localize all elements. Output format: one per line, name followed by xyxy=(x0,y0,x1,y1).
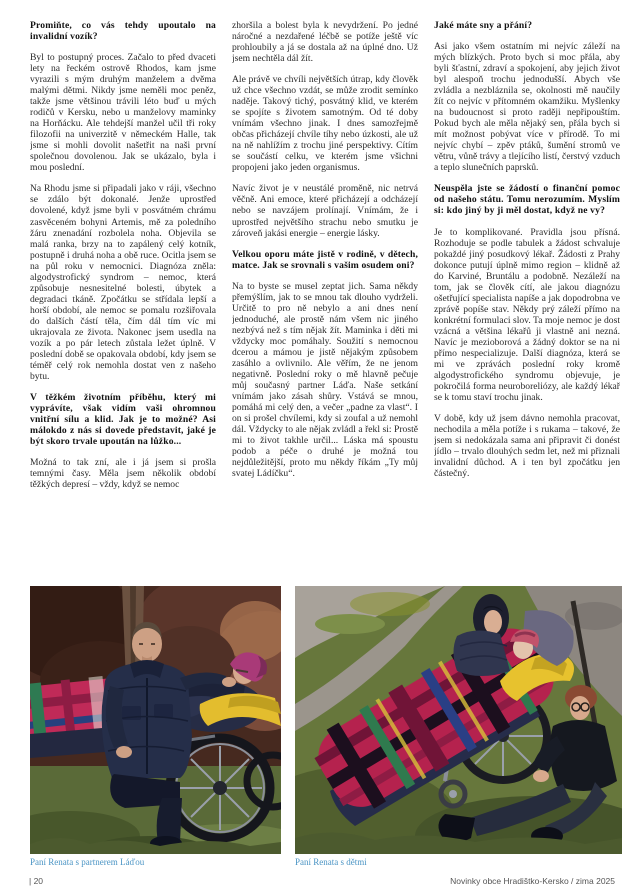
photo-caption-left: Paní Renata s partnerem Láďou xyxy=(30,857,145,867)
photo-right-illustration xyxy=(295,586,622,854)
column-3 xyxy=(434,20,620,582)
answer-paragraph: Byl to postupný proces. Začalo to před dvaceti lety na řeckém ostrově Rhodos, kam jsme vyrazili s mým druhým manželem a dvěma malými dětmi. Nikdy jsme neměli moc peněz, takže jsme většinou trávili léto buď u mých rodičů v Kersku, nebo u manželovy maminky na Horňácku. Ale tehdejší manžel učil tři roky filozofii na univerzitě v německém Halle, tak jsme si mohli dovolit našetřit na naši první společnou dovolenou. Jak se ukázalo, byla i mou poslední. xyxy=(30,52,216,174)
answer-paragraph: zhoršila a bolest byla k nevydržení. Po jedné náročné a nezdařené léčbě se potíže ještě víc prohloubily a já se dostala až na úplné dno. Už jsem nechtěla dál žít. xyxy=(232,20,418,65)
photo-right-frame xyxy=(295,586,622,854)
question-heading: V těžkém životním příběhu, který mi vyprávíte, však vidím vaši ohromnou vnitřní sílu a klid. Jak je to možné? Asi málokdo z nás si dovede představit, jaké je být skoro trvale upoután na lůžko... xyxy=(30,391,216,448)
photo-row xyxy=(30,586,622,868)
answer-paragraph: Možná to tak zní, ale i já jsem si prošla temnými časy. Měla jsem několik období těžkých depresí – vždy, když se nemoc xyxy=(30,457,216,491)
answer-paragraph: Ale právě ve chvíli největších útrap, kdy člověk už chce všechno vzdát, se může zrodit semínko naděje. Takový tichý, posvátný klid, ve kterém se spojíte s životem samotným. Od té doby vnímám všechno jinak. I dnes samozřejmě občas přicházejí chvíle tíhy nebo úzkosti, ale už na ně nahlížím z trochu jiné perspektivy. Cítím se součástí celku, ve kterém jsme všichni propojeni jako jeden organismus. xyxy=(232,74,418,174)
publication-title: Novinky obce Hradištko-Kersko / zima 2025 xyxy=(450,876,615,886)
answer-paragraph: Navíc život je v neustálé proměně, nic netrvá věčně. Ani emoce, které přicházejí a odcházejí nebo se navzájem prolínají. Vnímám, že i uprostřed největšího strachu nebo smutku je zároveň jakási energie – energie lásky. xyxy=(232,183,418,239)
column-2 xyxy=(232,20,418,582)
article-columns xyxy=(30,20,622,582)
photo-renata-and-children xyxy=(295,586,622,868)
answer-paragraph: Na to byste se musel zeptat jich. Sama někdy přemýšlím, jak to se mnou tak dlouho vydrželi. Určitě to pro ně nebylo a ani dnes není jednoduché, ale prostě nám všem nic jiného nezbývá než s tím nějak žít. Maminka i děti mi vždycky moc pomáhaly. Soužití s nemocnou dcerou a mámou je jistě nějakým způsobem zasáhlo a ovlivnilo. Ale věřím, že ne jenom negativně. Poslední roky o mě hlavně pečuje můj současný partner Láďa. Naše setkání vnímám jako zásah shůry. Vstává se mnou, pomáhá mi celý den, a večer „padne za vlast“. I on si prošel chvílemi, kdy si zoufal a už nemohl dál. Vždycky to ale nějak zvládl a řekl si: Prostě mi to život takhle určil... Láska má spoustu podob a péče o druhé je možná tou nejdůležitější, proto mu někdy říkám „Ty můj svatej Ládíčku“. xyxy=(232,280,418,480)
photo-renata-and-partner xyxy=(30,586,281,868)
column-1 xyxy=(30,20,216,582)
question-heading: Neuspěla jste se žádostí o finanční pomoc od našeho státu. Tomu nerozumím. Myslím si: kdo jiný by ji měl dostat, když ne vy? xyxy=(434,183,620,217)
answer-paragraph: V době, kdy už jsem dávno nemohla pracovat, nechodila a měla potíže i s rukama – takové, že jsem si nedokázala sama ani připravit či donést jídlo – trvalo dlouhých sedm let, než mi přiznali invalidní důchod. A i ten byl zpočátku jen částečný. xyxy=(434,413,620,480)
photo-left-illustration xyxy=(30,586,281,854)
photo-caption-right: Paní Renata s dětmi xyxy=(295,857,367,867)
question-heading: Promiňte, co vás tehdy upoutalo na invalidní vozík? xyxy=(30,20,216,43)
answer-paragraph: Asi jako všem ostatním mi nejvíc záleží na mých blízkých. Proto bych si moc přála, aby byli šťastní, zdraví a spokojení, aby jejich život byl alespoň trochu jednodušší. Abych vše zvládla a nezbláznila se, okolnosti mě naučily žít co nejvíc v přítomném okamžiku. Myšlenky na budoucnost si proto raději nepřipouštím. Pokud bych ale měla nějaký sen, přála bych si mít možnost pobývat více v přírodě. To mi nejvíc chybí – zpěv ptáků, šumění stromů ve větru, vůně trávy a tlejícího listí, čerstvý vzduch a teplo slunečních paprsků. xyxy=(434,41,620,174)
page-footer xyxy=(29,876,615,886)
question-heading: Jaké máte sny a přání? xyxy=(434,20,533,31)
photo-left-frame xyxy=(30,586,281,854)
question-heading: Velkou oporu máte jistě v rodině, v dětech, matce. Jak se srovnali s vašim osudem oni? xyxy=(232,248,418,271)
answer-paragraph: Na Rhodu jsme si připadali jako v ráji, všechno se zdálo být dokonalé. Jenže uprostřed dovolené, když jsme byli v posvátném chrámu zasvěceném bohyni Artemis, mě za poledního žáru znenadání rozbolela noha. Objevila se malá ranka, brzy na to zapálený celý kotník, postupně i druhá noha a obě ruce. Ocitla jsem se na půl roku v nemocnici. Diagnóza zněla: algodystrofický syndrom – nemoc, která způsobuje nesnesitelné bolesti, úbytek a degradaci tkáně. Zpočátku se střídala lepší a horší období, ale nemoc se pomalu rozšiřovala do dalších částí těla, čím dál tím víc mi ukrajovala ze života. Nakonec jsem usedla na vozík a po pár letech zůstala ležet úplně. V poslední době se opakovala období, kdy jsem se téměř celý rok nemohla dostat ven z našeho bytu. xyxy=(30,183,216,382)
answer-paragraph: Je to komplikované. Pravidla jsou přísná. Rozhoduje se podle tabulek a žádost schvaluje pokaždé jiný posudkový lékař. Žádosti z Prahy dokonce putují úplně mimo region – klidně až do Karviné, Bruntálu a podobně. Nezáleží na tom, jak se člověk cítí, ale jakou diagnózu ošetřující specialista napíše a jak dopodrobna ve zprávě popíše stav. Někdy prý záleží přímo na konkrétní formulaci slov. Ta moje nemoc je dost vzácná a většina lékařů ji vlastně ani nezná. Navíc je mezioborová a žádný doktor se na ni přímo nespecializuje. Další diagnóza, která se mi ve zprávách poslední roky kromě algodystrofického syndromu objevuje, je pokročilá forma neuroboreliózy, ale každý lékař se k tomu staví trochu jinak. xyxy=(434,226,620,403)
page-number: | 20 xyxy=(29,876,44,886)
